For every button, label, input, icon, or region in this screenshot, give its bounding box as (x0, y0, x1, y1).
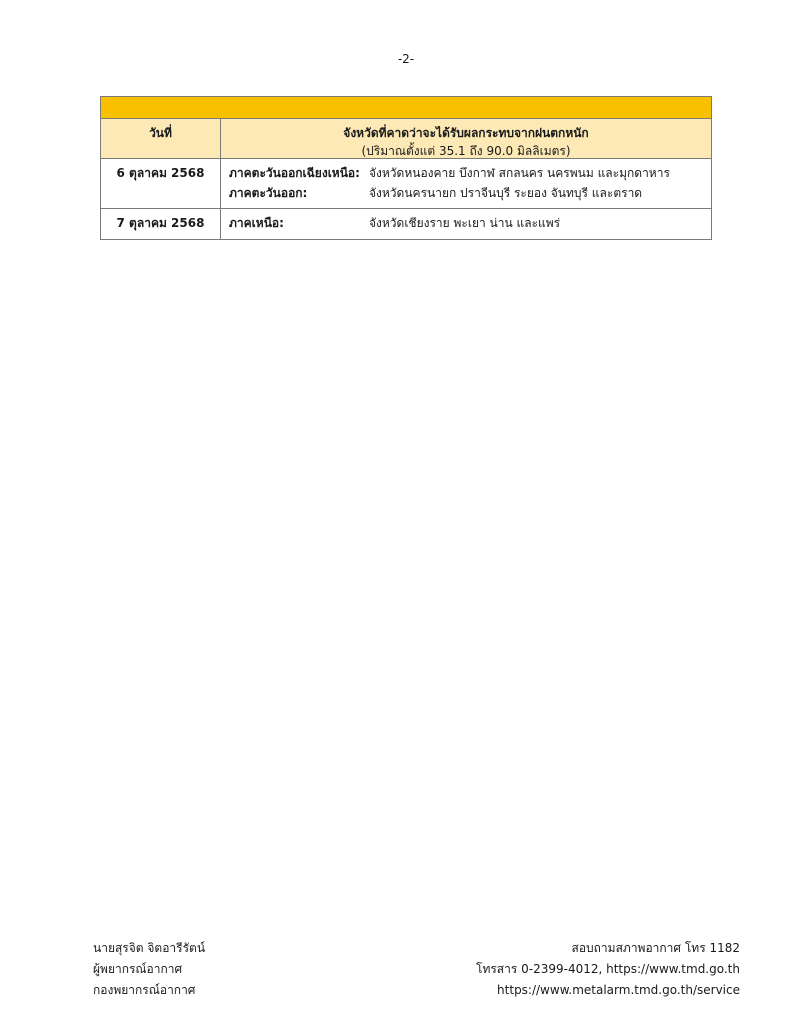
row-date: 7 ตุลาคม 2568 (101, 209, 221, 239)
table-row (101, 209, 711, 239)
row-entries (221, 159, 711, 208)
region-line (221, 213, 711, 233)
region-line (221, 183, 711, 203)
date-column-header: วันที่ (101, 119, 221, 158)
contact-phone: สอบถามสภาพอากาศ โทร 1182 (571, 941, 740, 955)
region-name: ภาคเหนือ: (229, 216, 284, 230)
heavy-rain-table (100, 96, 712, 240)
header-subtitle: (ปริมาณตั้งแต่ 35.1 ถึง 90.0 มิลลิเมตร) (361, 144, 571, 158)
forecaster-name: นายสุรจิต จิตอารีรัตน์ (93, 941, 206, 955)
forecaster-title: ผู้พยากรณ์อากาศ (93, 962, 183, 976)
header-title: จังหวัดที่คาดว่าจะได้รับผลกระทบจากฝนตกหนัก (343, 126, 589, 140)
contact-block (476, 938, 740, 1001)
province-list: จังหวัดนครนายก ปราจีนบุรี ระยอง จันทบุรี และตราด (369, 186, 643, 200)
contact-url: https://www.metalarm.tmd.go.th/service (497, 983, 740, 997)
table-header-row (101, 119, 711, 159)
region-line (221, 163, 711, 183)
province-list: จังหวัดเชียงราย พะเยา น่าน และแพร่ (369, 216, 561, 230)
region-name: ภาคตะวันออกเฉียงเหนือ: (229, 166, 360, 180)
province-list: จังหวัดหนองคาย บึงกาฬ สกลนคร นครพนม และมุกดาหาร (369, 166, 670, 180)
page-number: -2- (397, 52, 415, 66)
row-entries (221, 209, 711, 239)
forecaster-division: กองพยากรณ์อากาศ (93, 983, 196, 997)
contact-fax: โทรสาร 0-2399-4012, https://www.tmd.go.th (476, 962, 740, 976)
row-date: 6 ตุลาคม 2568 (101, 159, 221, 208)
provinces-column-header (221, 119, 711, 158)
table-row (101, 159, 711, 209)
region-name: ภาคตะวันออก: (229, 186, 308, 200)
forecaster-signature-block (93, 938, 205, 1001)
table-banner (101, 97, 711, 119)
